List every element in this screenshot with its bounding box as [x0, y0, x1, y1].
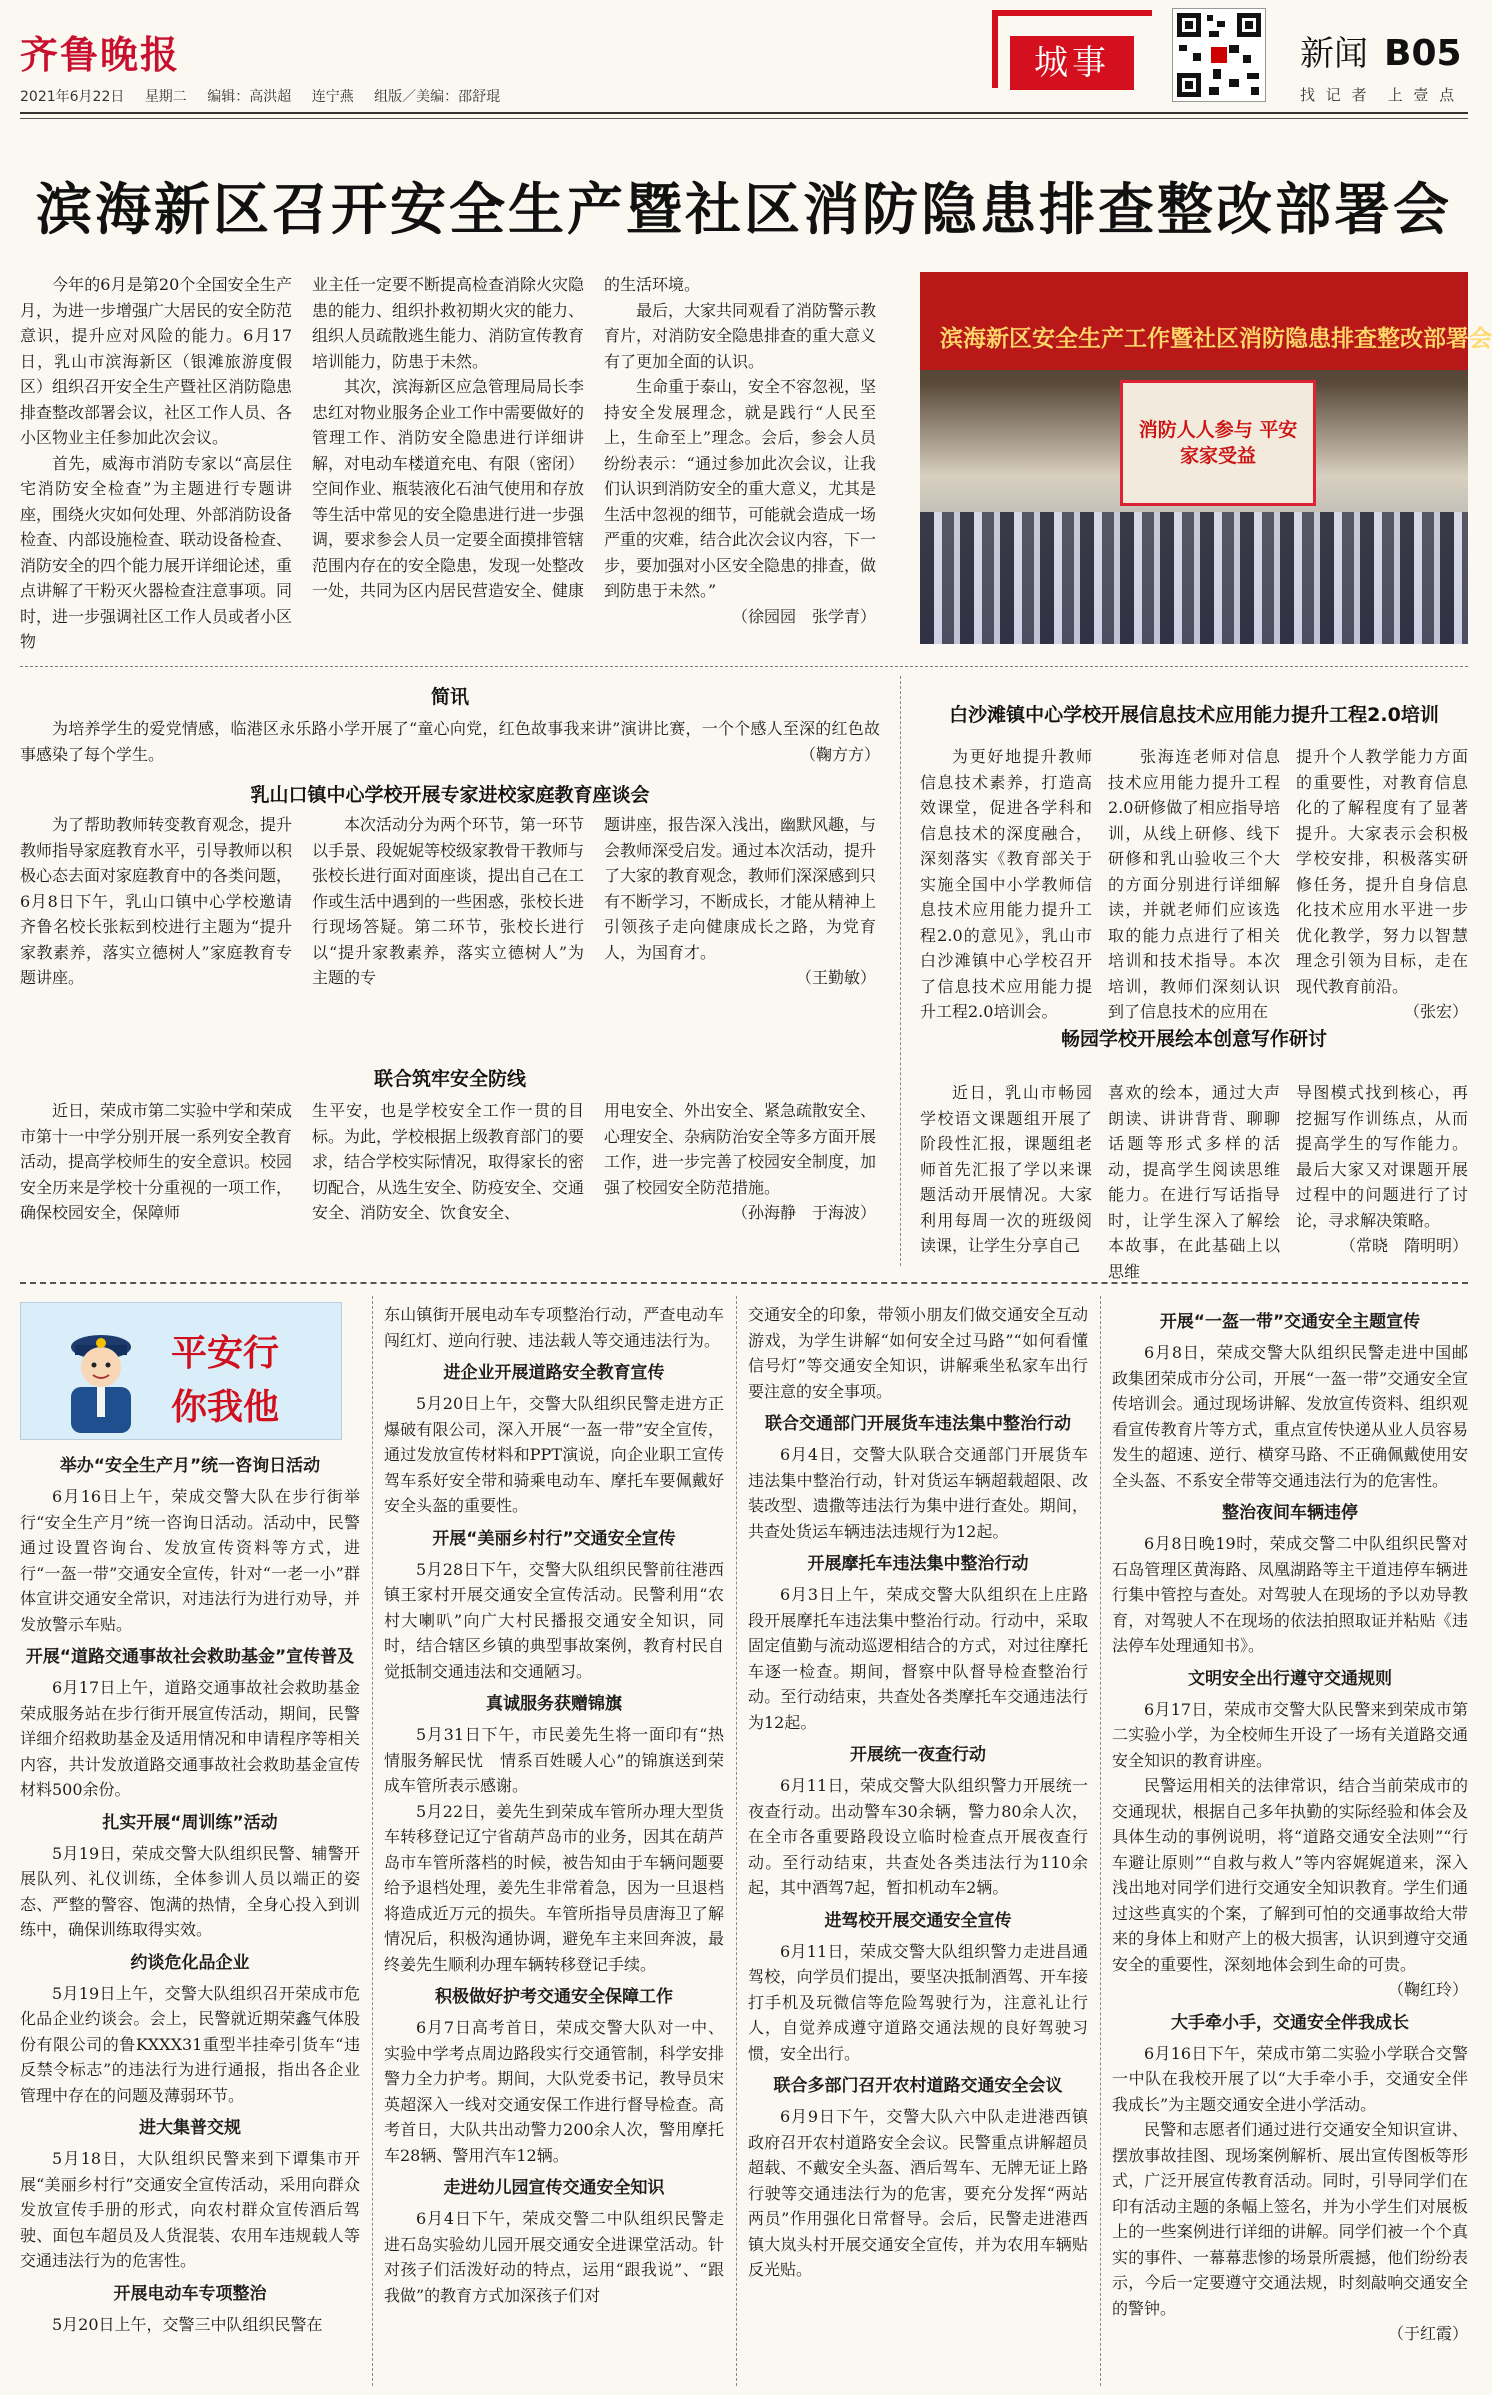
- a4-col1: [920, 1080, 1092, 1270]
- paragraph: 导图模式找到核心，再挖掘写作训练点，从而提高学生的写作能力。最后大家又对课题开展过程中的问题进行了讨论，寻求解决策略。: [1296, 1083, 1468, 1230]
- main-article-col1: [20, 272, 292, 652]
- safety-item-title: 积极做好护考交通安全保障工作: [435, 1987, 673, 2007]
- paragraph: 5月28日下午，交警大队组织民警前往港西镇王家村开展交通安全宣传活动。民警利用“农村大喇叭”向广大村民播报交通安全知识，同时，结合辖区乡镇的典型事故案例，教育村民自觉抵制交通违法和交通陋习。: [384, 1559, 724, 1681]
- brief-label: 简讯: [430, 686, 469, 708]
- designer: 组版／美编：邵舒琨: [374, 89, 501, 105]
- divider: [20, 666, 1468, 667]
- safety-item-title: 真诚服务获赠锦旗: [486, 1694, 622, 1714]
- safety-column-badge: [20, 1302, 342, 1440]
- brief-text: [20, 716, 880, 772]
- a1-col2: [312, 812, 584, 1062]
- article-title: 联合筑牢安全防线: [373, 1068, 526, 1090]
- byline: （王勤敏）: [795, 968, 876, 987]
- paragraph: 6月4日，交警大队联合交通部门开展货车违法集中整治行动，针对货运车辆超载超限、改装改型、遗撒等违法行为集中进行查处。期间，共查处货运车辆违法违规行为12起。: [748, 1445, 1088, 1541]
- paragraph: 民警运用相关的法律常识，结合当前荣成市的交通现状，根据自己多年执勤的实际经验和体会及具体生动的事例说明，将“道路交通安全法则”“行车避让原则”“自救与救人”等内容娓娓道来，深入浅出地对同学们进行交通安全知识教育。学生们通过这些真实的个案，了解到可怕的交通事故给大带来的身体上和财产上的极大损害，认识到遵守交通安全的重要性，深刻地体会到生命的可贵。: [1112, 1776, 1468, 1974]
- paragraph: 其次，滨海新区应急管理局局长李忠红对物业服务企业工作中需要做好的管理工作、消防安全隐患进行详细讲解，对电动车楼道充电、有限（密闭）空间作业、瓶装液化石油气使用和存放等生活中常见的安全隐患进行进一步强调，要求参会人员一定要全面摸排管辖范围内存在的安全隐患，发现一处整改一处，共同为区内居民营造安全、健康: [312, 377, 585, 600]
- article-title: 白沙滩镇中心学校开展信息技术应用能力提升工程2.0培训: [949, 704, 1439, 726]
- safety-item-title: 整治夜间车辆违停: [1222, 1503, 1358, 1523]
- safety-item-title: 进企业开展道路安全教育宣传: [443, 1363, 665, 1383]
- paragraph: 6月8日，荣成交警大队组织民警走进中国邮政集团荣成市分公司，开展“一盔一带”交通安全宣传培训会。通过现场讲解、发放宣传资料、组织观看宣传教育片等方式，重点宣传快递从业人员容易发生的超速、逆行、横穿马路、不正确佩戴使用安全头盔、不系安全带等交通违法行为的危害性。: [1112, 1343, 1468, 1490]
- paragraph: 5月31日下午，市民姜先生将一面印有“热情服务解民忧 情系百姓暖人心”的锦旗送到荣成车管所表示感谢。: [384, 1725, 724, 1795]
- editor: 编辑：高洪超: [207, 89, 292, 105]
- a2-col3: [604, 1098, 876, 1268]
- safety-item-title: 进驾校开展交通安全宣传: [824, 1910, 1012, 1931]
- safety-col-c: [748, 1302, 1088, 2386]
- paragraph: 的生活环境。: [604, 275, 701, 294]
- police-officer-icon: [51, 1317, 151, 1433]
- meeting-photo: [920, 272, 1492, 644]
- app-label: 上 壹 点: [1387, 86, 1458, 104]
- safety-item-title: 约谈危化品企业: [130, 1952, 250, 1973]
- paragraph: 最后，大家共同观看了消防警示教育片，对消防安全隐患排查的重大意义有了更加全面的认识。: [604, 300, 877, 371]
- paragraph: 张海连老师对信息技术应用能力提升工程2.0研修做了相应指导培训，从线上研修、线下研修和乳山验收三个大的方面分别进行详细解读，并就老师们应该选取的能力点进行了相关培训和技术指导。本次培训，教师们深刻认识到了信息技术的应用在: [1108, 747, 1280, 1021]
- paragraph: 为更好地提升教师信息技术素养，打造高效课堂，促进各学科和信息技术的深度融合，深刻落实《教育部关于实施全国中小学教师信息技术应用能力提升工程2.0的意见》，乳山市白沙滩镇中心学校召开了信息技术应用能力提升工程2.0培训会。: [920, 747, 1092, 1021]
- article-title: 畅园学校开展绘本创意写作研讨: [1060, 1028, 1327, 1050]
- paragraph: 提升个人教学能力方面的重要性，对教育信息化的了解程度有了显著提升。大家表示会积极学校安排，积极落实研修任务，提升自身信息化技术应用水平进一步优化教学，努力以智慧理念引领为目标，走在现代教育前沿。: [1296, 747, 1468, 996]
- paragraph: 生平安，也是学校安全工作一贯的目标。为此，学校根据上级教育部门的要求，结合学校实际情况，取得家长的密切配合，从选生安全、防疫安全、交通安全、消防安全、饮食安全、: [312, 1101, 585, 1222]
- paragraph: 6月9日下午，交警大队六中队走进港西镇政府召开农村道路安全会议。民警重点讲解超员超载、不戴安全头盔、酒后驾车、无牌无证上路行驶等交通违法行为的危害，要充分发挥“两站两员”作用强化日常督导。会后，民警走进港西镇大岚头村开展交通安全宣传，并为农用车辆贴反光贴。: [748, 2107, 1088, 2279]
- column-divider: [900, 676, 901, 1266]
- article-title: 乳山口镇中心学校开展专家进校家庭教育座谈会: [250, 784, 650, 806]
- newspaper-logo: 齐鲁晚报: [20, 32, 181, 77]
- safety-item-title: 开展电动车专项整治: [113, 2283, 267, 2304]
- paragraph: 喜欢的绘本，通过大声朗读、讲讲背背、聊聊话题等形式多样的活动，提高学生阅读思维能力。在进行写话指导时，让学生深入了解绘本故事，在此基础上以思维: [1108, 1083, 1280, 1281]
- safety-item-title: 开展摩托车违法集中整治行动: [807, 1554, 1029, 1574]
- main-article-col3: [604, 272, 876, 652]
- paragraph: 东山镇街开展电动车专项整治行动，严查电动车闯红灯、逆向行驶、违法载人等交通违法行为。: [384, 1305, 724, 1350]
- paragraph: 首先，威海市消防专家以“高层住宅消防安全检查”为主题进行专题讲座，围绕火灾如何处理、外部消防设备检查、内部设施检查、联动设备检查、消防安全的四个能力展开详细论述，重点讲解了干粉灭火器检查注意事项。同时，进一步强调社区工作人员或者小区物: [20, 453, 293, 651]
- a3-col1: [920, 744, 1092, 1021]
- safety-item-title: 文明安全出行遵守交通规则: [1188, 1668, 1392, 1689]
- paragraph: 6月11日，荣成交警大队组织警力走进昌通驾校，向学员们提出，要坚决抵制酒驾、开车接打手机及玩微信等危险驾驶行为，注意礼让行人，自觉养成遵守道路交通法规的良好驾驶习惯，安全出行。: [748, 1941, 1088, 2063]
- safety-col-a: [20, 1446, 360, 2386]
- safety-item-title: 开展“道路交通事故社会救助基金”宣传普及: [25, 1647, 355, 1667]
- qr-code-icon: [1172, 8, 1266, 102]
- paragraph: 5月18日，大队组织民警来到下谭集市开展“美丽乡村行”交通安全宣传活动，采用向群众发放宣传手册的形式，向农村群众宣传酒后驾驶、面包车超员及人货混装、农用车违规载人等交通违法行为的危害性。: [20, 2149, 360, 2270]
- a2-col2: [312, 1098, 584, 1268]
- badge-line-2: 你我他: [171, 1387, 280, 1428]
- paragraph: 6月16日下午，荣成市第二实验小学联合交警一中队在我校开展了以“大手牵小手，交通安全伴我成长”为主题交通安全进小学活动。: [1112, 2043, 1468, 2114]
- paragraph: 6月8日晚19时，荣成交警二中队组织民警对石岛管理区黄海路、凤凰湖路等主干道违停车辆进行集中管控与查处。对驾驶人在现场的予以劝导教育，对驾驶人不在现场的依法拍照取证并粘贴《违法停车处理通知书》。: [1112, 1534, 1468, 1655]
- safety-item-title: 开展“一盔一带”交通安全主题宣传: [1159, 1312, 1421, 1332]
- safety-item-title: 开展统一夜查行动: [850, 1745, 986, 1765]
- paragraph: 6月7日高考首日，荣成交警大队对一中、实验中学考点周边路段实行交通管制，科学安排警力全力护考。期间，大队党委书记，教导员宋英超深入一线对交通安保工作进行督导检查。高考首日，大队共出动警力200余人次，警用摩托车28辆、警用汽车12辆。: [384, 2018, 724, 2165]
- main-headline: 滨海新区召开安全生产暨社区消防隐患排查整改部署会: [36, 177, 1452, 243]
- a4-col3: [1296, 1080, 1468, 1270]
- safety-item-title: 走进幼儿园宣传交通安全知识: [443, 2178, 665, 2198]
- paragraph: 5月19日，荣成交警大队组织民警、辅警开展队列、礼仪训练，全体参训人员以端正的姿态、严整的警容、饱满的热情，全身心投入到训练中，确保训练取得实效。: [20, 1843, 360, 1939]
- badge-line-1: 平安行: [171, 1333, 280, 1374]
- paragraph: 6月17日上午，道路交通事故社会救助基金荣成服务站在步行街开展宣传活动，期间，民警详细介绍救助基金及适用情况和申请程序等相关内容，共计发放道路交通事故社会救助基金宣传材料500余份。: [20, 1678, 360, 1799]
- byline: （张宏）: [1403, 1002, 1468, 1021]
- section-tab: 城事: [1010, 36, 1134, 90]
- a3-col2: [1108, 744, 1280, 1021]
- paragraph: 交通安全的印象，带领小朋友们做交通安全互动游戏，为学生讲解“如何安全过马路”“如何看懂信号灯”等交通安全知识，讲解乘坐私家车出行要注意的安全事项。: [748, 1305, 1088, 1401]
- byline: （鞠方方）: [799, 745, 880, 764]
- reporter-line: [1300, 84, 1457, 105]
- byline: （于红霞）: [1387, 2324, 1468, 2343]
- safety-item-title: 进大集普交规: [139, 2118, 241, 2138]
- paragraph: 6月11日，荣成交警大队组织警力开展统一夜查行动。出动警车30余辆，警力80余人次，在全市各重要路段设立临时检查点开展夜查行动。至行动结束，共查处各类违法行为110余起，其中酒驾7起，暂扣机动车2辆。: [748, 1776, 1088, 1897]
- paragraph: 为培养学生的爱党情感，临港区永乐路小学开展了“童心向党，红色故事我来讲”演讲比赛，一个个感人至深的红色故事感染了每个学生。: [20, 719, 880, 764]
- paragraph: 5月20日上午，交警大队组织民警走进方正爆破有限公司，深入开展“一盔一带”安全宣传，通过发放宣传材料和PPT演说，向企业职工宣传驾车系好安全带和骑乘电动车、摩托车要佩戴好安全头盔的重要性。: [384, 1394, 724, 1515]
- issue-meta: [20, 86, 516, 106]
- safety-item-title: 开展“美丽乡村行”交通安全宣传: [432, 1528, 676, 1549]
- safety-item-title: 大手牵小手，交通安全伴我成长: [1171, 2012, 1409, 2033]
- safety-item-title: 联合多部门召开农村道路交通安全会议: [773, 2076, 1063, 2096]
- byline: （徐园园 张学青）: [731, 606, 876, 626]
- issue-weekday: 星期二: [144, 89, 187, 105]
- a2-col1: [20, 1098, 292, 1268]
- issue-date: 2021年6月22日: [20, 89, 125, 105]
- a3-col3: [1296, 744, 1468, 1021]
- a1-col1: [20, 812, 292, 1062]
- paragraph: 近日，乳山市畅园学校语文课题组开展了阶段性汇报，课题组老师首先汇报了学以来课题活动开展情况。大家利用每周一次的班级阅读课，让学生分享自己: [920, 1083, 1092, 1255]
- byline: （孙海静 于海波）: [731, 1203, 876, 1222]
- header-rule-thin: [20, 118, 1468, 119]
- header-rule: [20, 112, 1468, 114]
- page-number: B05: [1384, 33, 1462, 74]
- a4-col2: [1108, 1080, 1280, 1281]
- paragraph: 为了帮助教师转变教育观念，提升教师指导家庭教育水平，引导教师以积极心态去面对家庭教育中的各类问题，6月8日下午，乳山口镇中心学校邀请齐鲁名校长张耘到校进行主题为“提升家教素养，落实立德树人”家庭教育专题讲座。: [20, 815, 293, 987]
- paragraph: 5月20日上午，交警三中队组织民警在: [52, 2314, 323, 2334]
- divider: [20, 1282, 1468, 1284]
- column-divider: [736, 1296, 737, 2386]
- safety-item-title: 扎实开展“周训练”活动: [102, 1812, 278, 1833]
- paragraph: 生命重于泰山，安全不容忽视，坚持安全发展理念，就是践行“人民至上，生命至上”理念。会后，参会人员纷纷表示：“通过参加此次会议，让我们认识到消防安全的重大意义，尤其是生活中忽视的细节，可能就会造成一场严重的灾难，结合此次会议内容，下一步，要加强对小区安全隐患的排查，做到防患于未然。”: [604, 377, 877, 600]
- a1-col3: [604, 812, 876, 1062]
- reporter-label: 找 记 者: [1300, 86, 1370, 104]
- paragraph: 近日，荣成市第二实验中学和荣成市第十一中学分别开展一系列安全教育活动，提高学校师生的安全意识。校园安全历来是学校十分重视的一项工作，确保校园安全，保障师: [20, 1101, 293, 1222]
- editor-2: 连宁燕: [311, 89, 354, 105]
- byline: （常晓 隋明明）: [1339, 1236, 1468, 1255]
- paragraph: 6月17日，荣成市交警大队民警来到荣成市第二实验小学，为全校师生开设了一场有关道路交通安全知识的教育讲座。: [1112, 1699, 1468, 1770]
- paragraph: 6月4日下午，荣成交警二中队组织民警走进石岛实验幼儿园开展交通安全进课堂活动。针对孩子们活泼好动的特点，运用“跟我说”、“跟我做”的教育方式加深孩子们对: [384, 2209, 724, 2305]
- column-divider: [1100, 1296, 1101, 2386]
- paragraph: 5月22日，姜先生到荣成车管所办理大型货车转移登记辽宁省葫芦岛市的业务，因其在葫芦岛市车管所落档的时候，被告知由于车辆问题要给予退档处理，姜先生非常着急，因为一旦退档将造成近万元的损失。车管所指导员唐海卫了解情况后，积极沟通协调，避免车主来回奔波，最终姜先生顺利办理车辆转移登记手续。: [384, 1801, 724, 1974]
- photo-screen-text: 消防人人参与 平安家家受益: [1138, 419, 1298, 467]
- safety-item-title: 联合交通部门开展货车违法集中整治行动: [765, 1414, 1071, 1434]
- paragraph: 民警和志愿者们通过进行交通安全知识宣讲、摆放事故挂图、现场案例解析、展出宣传图板等形式，广泛开展宣传教育活动。同时，引导同学们在印有活动主题的条幅上签名，并为小学生们对展板上的一些案例进行详细的讲解。同学们被一个个真实的事件、一幕幕悲惨的场景所震撼，他们纷纷表示，今后一定要遵守交通法规，时刻敲响交通安全的警钟。: [1112, 2120, 1468, 2318]
- photo-banner-text: 滨海新区安全生产工作暨社区消防隐患排查整改部署会: [940, 326, 1492, 352]
- byline: （鞠红玲）: [1387, 1980, 1468, 1999]
- paragraph: 6月3日上午，荣成交警大队组织在上庄路段开展摩托车违法集中整治行动。行动中，采取固定值勤与流动巡逻相结合的方式，对过往摩托车逐一检查。期间，督察中队督导检查整治行动。至行动结束，共查处各类摩托车交通违法行为12起。: [748, 1585, 1088, 1732]
- safety-col-b: [384, 1302, 724, 2386]
- paragraph: 6月16日上午，荣成交警大队在步行街举行“安全生产月”统一咨询日活动。活动中，民警通过设置咨询台、发放宣传资料等方式，进行“一盔一带”交通安全宣传，针对“一老一小”群体宣讲交通安全常识，对违法行为进行劝导，并发放警示车贴。: [20, 1487, 360, 1634]
- paragraph: 业主任一定要不断提高检查消除火灾隐患的能力、组织扑救初期火灾的能力、组织人员疏散逃生能力、消防宣传教育培训能力，防患于未然。: [312, 275, 585, 371]
- paragraph: 今年的6月是第20个全国安全生产月，为进一步增强广大居民的安全防范意识，提升应对风险的能力。6月17日，乳山市滨海新区（银滩旅游度假区）组织召开安全生产暨社区消防隐患排查整改部署会议，社区工作人员、各小区物业主任参加此次会议。: [20, 275, 293, 447]
- page-label: [1300, 26, 1462, 75]
- paragraph: 用电安全、外出安全、紧急疏散安全、心理安全、杂病防治安全等多方面开展工作，进一步完善了校园安全制度，加强了校园安全防范措施。: [604, 1101, 877, 1197]
- photo-screen: [1120, 380, 1316, 506]
- column-divider: [372, 1296, 373, 2386]
- paragraph: 5月19日上午，交警大队组织召开荣成市危化品企业约谈会。会上，民警就近期荣鑫气体股份有限公司的鲁KXXX31重型半挂牵引货车“违反禁令标志”的违法行为进行通报，指出各企业管理中存在的问题及薄弱环节。: [20, 1983, 360, 2105]
- safety-col-d: [1112, 1302, 1468, 2386]
- paragraph: 题讲座，报告深入浅出，幽默风趣，与会教师深受启发。通过本次活动，提升了大家的教育观念，教师们深深感到只有不断学习，不断成长，才能从精神上引领孩子走向健康成长之路，为党育人，为国育才。: [604, 815, 877, 962]
- paragraph: 本次活动分为两个环节，第一环节以手景、段妮妮等校级家教骨干教师与张校长进行面对面座谈，提出自己在工作或生活中遇到的一些困惑，张校长进行现场答疑。第二环节，张校长进行以“提升家教素养，落实立德树人”为主题的专: [312, 815, 585, 987]
- main-article-col2: [312, 272, 584, 652]
- photo-audience: [920, 512, 1468, 644]
- safety-item-title: 举办“安全生产月”统一咨询日活动: [59, 1456, 321, 1476]
- news-label: 新闻: [1300, 34, 1368, 74]
